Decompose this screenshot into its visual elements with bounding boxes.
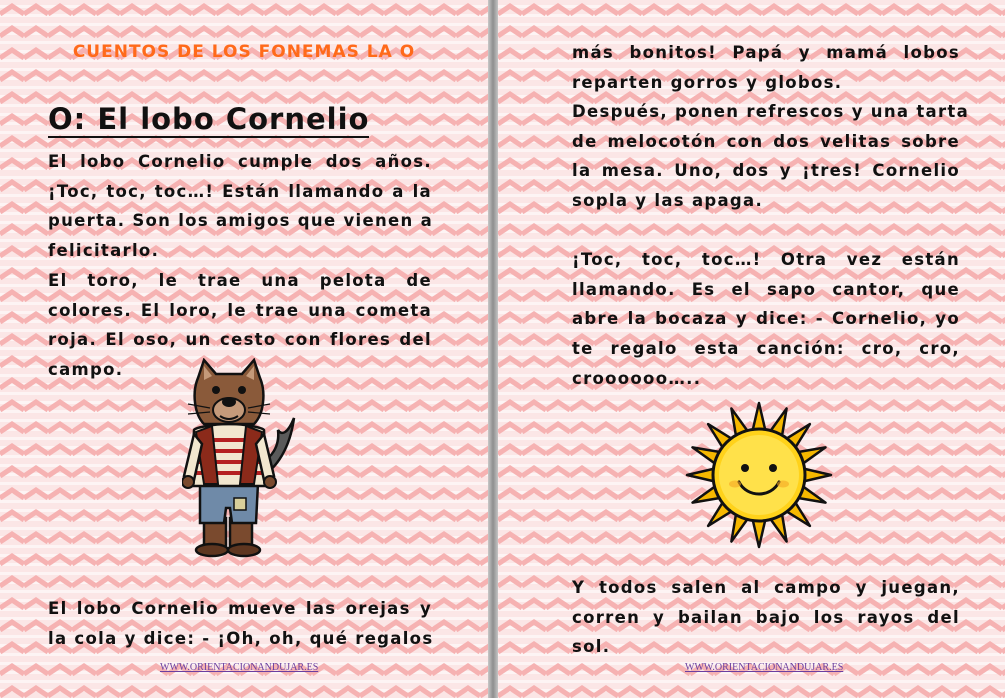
text-line: más bonitos! Papá y mamá lobos — [572, 43, 960, 62]
page-gutter — [488, 0, 498, 698]
text-line: te regalo esta canción: cro, cro, — [572, 339, 960, 359]
text-line: ¡Toc, toc, toc…! Están llamando a la — [48, 181, 432, 201]
text-line: reparten gorros y globos. — [572, 72, 843, 92]
paragraph-3 — [572, 245, 960, 394]
text-line: El lobo Cornelio mueve las orejas y — [48, 599, 432, 618]
story-title: O: El lobo Cornelio — [48, 102, 370, 136]
text-line: El lobo Cornelio cumple dos años. — [48, 152, 432, 171]
wolf-illustration — [182, 358, 302, 558]
left-page — [0, 0, 488, 698]
text-line: sol. — [572, 637, 611, 657]
paragraph-2 — [572, 97, 970, 216]
text-line: puerta. Son los amigos que vienen a — [48, 211, 434, 231]
text-line: Y todos salen al campo y juegan, — [572, 578, 960, 597]
footer-link[interactable]: WWW.ORIENTACIONANDUJAR.ES — [685, 662, 844, 673]
text-line: ¡Toc, toc, toc…! Otra vez están — [572, 250, 960, 269]
text-line: la cola y dice: - ¡Oh, oh, qué regalos — [48, 628, 434, 648]
right-page — [498, 0, 1005, 698]
text-line: de melocotón con dos velitas sobre — [572, 131, 960, 151]
text-line: El toro, le trae una pelota de — [48, 271, 432, 290]
text-line: croooooo….. — [572, 368, 702, 388]
footer-link[interactable]: WWW.ORIENTACIONANDUJAR.ES — [160, 662, 319, 673]
paragraph-3 — [48, 594, 432, 653]
text-line: felicitarlo. — [48, 241, 160, 261]
paragraph-4 — [572, 573, 960, 662]
text-line: llamando. Es el sapo cantor, que — [572, 279, 960, 299]
text-line: la mesa. Uno, dos y ¡tres! Cornelio — [572, 161, 960, 181]
text-line: abre la bocaza y dice: - Cornelio, yo — [572, 309, 960, 329]
paragraph-1 — [48, 147, 432, 266]
text-line: Después, ponen refrescos y una tarta — [572, 102, 970, 121]
page-header: CUENTOS DE LOS FONEMAS LA O — [72, 42, 416, 62]
text-line: sopla y las apaga. — [572, 191, 764, 211]
text-line: colores. El loro, le trae una cometa — [48, 300, 432, 320]
text-line: campo. — [48, 360, 124, 380]
paragraph-1 — [572, 38, 960, 97]
text-line: corren y bailan bajo los rayos del — [572, 607, 960, 627]
text-line: roja. El oso, un cesto con flores del — [48, 330, 432, 350]
sun-illustration — [681, 400, 837, 550]
